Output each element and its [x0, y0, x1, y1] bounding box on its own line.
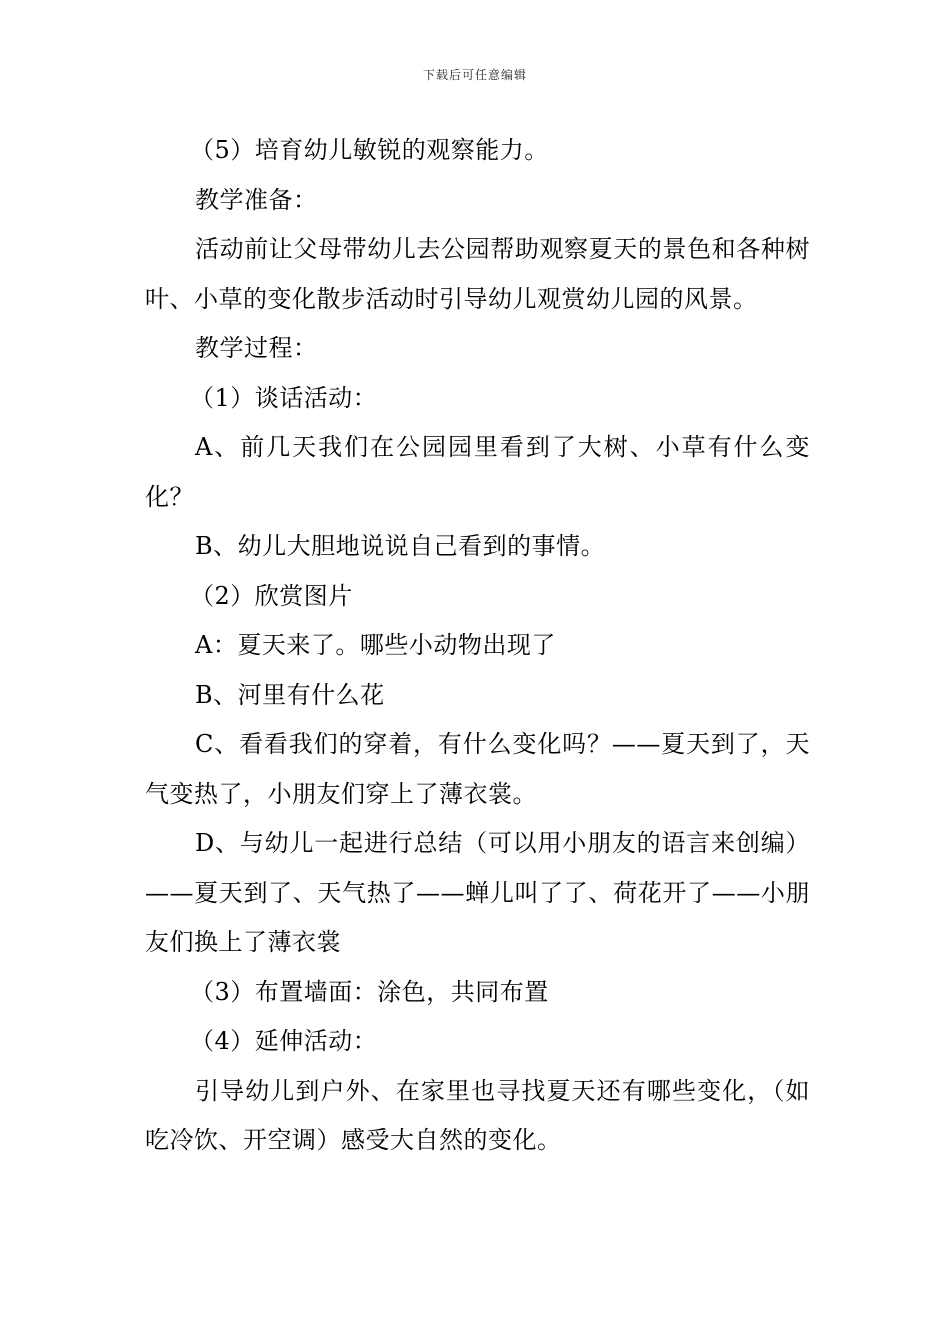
heading-teaching-preparation: 教学准备：: [195, 185, 318, 214]
paragraph-step-3: （3）布置墙面：涂色，共同布置: [190, 977, 549, 1006]
paragraph-step-1-a: A、前几天我们在公园园里看到了大树、小草有什么变化？: [145, 433, 810, 511]
heading-teaching-process: 教学过程：: [195, 334, 318, 362]
paragraph-preparation: 活动前让父母带幼儿去公园帮助观察夏天的景色和各种树叶、小草的变化散步活动时引导幼儿观赏幼儿园的风景。: [145, 235, 810, 313]
paragraph-step-2: （2）欣赏图片: [190, 581, 353, 610]
paragraph-step-4: （4）延伸活动：: [190, 1027, 378, 1055]
paragraph-step-2-d: D、与幼儿一起进行总结（可以用小朋友的语言来创编）——夏天到了、天气热了——蝉儿叫了了、荷花开了——小朋友们换上了薄衣裳: [145, 829, 810, 956]
paragraph-step-2-b: B、河里有什么花: [195, 680, 385, 709]
page-header-note: 下载后可任意编辑: [422, 68, 527, 82]
paragraph-step-2-a: A：夏天来了。哪些小动物出现了: [195, 631, 556, 659]
document-body: [145, 126, 810, 1166]
paragraph-goal-5: （5）培育幼儿敏锐的观察能力。: [190, 136, 549, 164]
paragraph-step-2-c: C、看看我们的穿着，有什么变化吗？——夏天到了，天气变热了，小朋友们穿上了薄衣裳。: [145, 730, 810, 808]
paragraph-extension: 引导幼儿到户外、在家里也寻找夏天还有哪些变化，（如吃冷饮、开空调）感受大自然的变化。: [145, 1076, 810, 1154]
paragraph-step-1-b: B、幼儿大胆地说说自己看到的事情。: [195, 532, 606, 560]
paragraph-step-1: （1）谈话活动：: [190, 383, 378, 412]
